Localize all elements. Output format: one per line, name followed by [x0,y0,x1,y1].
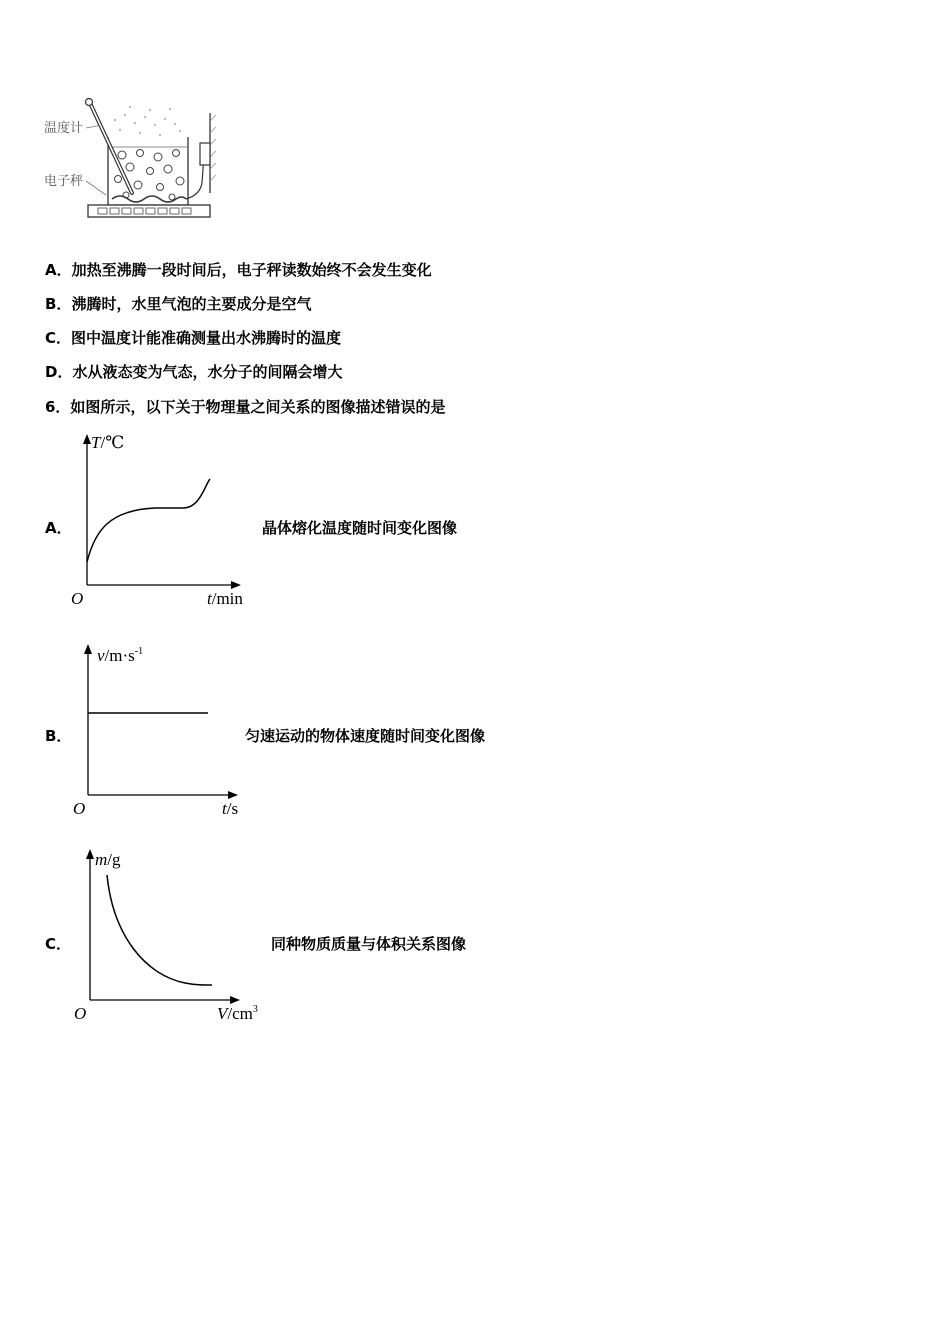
q6-stem: 6．如图所示，以下关于物理量之间关系的图像描述错误的是 [45,398,446,416]
x-axis-label: t/min [207,589,243,608]
option-text: 水从液态变为气态，水分子的间隔会增大 [72,363,343,381]
option-letter: D． [45,363,73,381]
steam-icon [114,106,181,136]
scale-label: 电子秤 [44,174,84,189]
q5-option-a [45,260,432,280]
thermometer-label: 温度计 [44,121,84,136]
y-axis-label: $v/m\cdot s^{-1}$ [97,646,144,665]
y-arrow-icon [84,644,92,654]
x-axis-label: $V/cm^3$ [217,1004,258,1023]
graph-b [65,640,265,820]
thermometer-icon [86,99,133,194]
option-letter: C． [45,329,72,347]
q6-option-c-caption: 同种物质质量与体积关系图像 [271,935,467,953]
x-arrow-icon [228,791,238,799]
origin-label: O [71,589,84,608]
socket-icon [200,143,210,165]
y-axis-label: m/g [95,850,121,869]
option-text: 图中温度计能准确测量出水沸腾时的温度 [71,329,342,347]
y-arrow-icon [86,849,94,859]
q6-option-b-caption: 匀速运动的物体速度随时间变化图像 [245,727,486,745]
option-letter: B． [45,295,72,313]
melting-curve [87,479,210,562]
option-text: 加热至沸腾一段时间后，电子秤读数始终不会发生变化 [71,261,432,279]
q6-option-a-caption: 晶体熔化温度随时间变化图像 [262,519,458,537]
y-axis-label: T/℃ [91,433,125,452]
x-axis-label: t/s [222,799,239,818]
q5-option-d [45,362,342,382]
x-arrow-icon [230,996,240,1004]
option-text: 沸腾时，水里气泡的主要成分是空气 [71,295,312,313]
y-arrow-icon [83,434,91,444]
origin-label: O [73,799,86,818]
graph-c [65,845,275,1030]
origin-label: O [74,1004,87,1023]
q5-option-b [45,294,311,314]
x-arrow-icon [231,581,241,589]
option-letter: A． [45,261,72,279]
q6-option-b-letter: B． [45,727,72,745]
beaker-scale-figure [40,95,230,230]
q6-option-a-letter: A． [45,519,72,537]
graph-a [65,430,265,610]
q6-option-c-letter: C． [45,935,72,953]
mass-volume-curve [107,875,212,985]
q5-option-c [45,328,341,348]
